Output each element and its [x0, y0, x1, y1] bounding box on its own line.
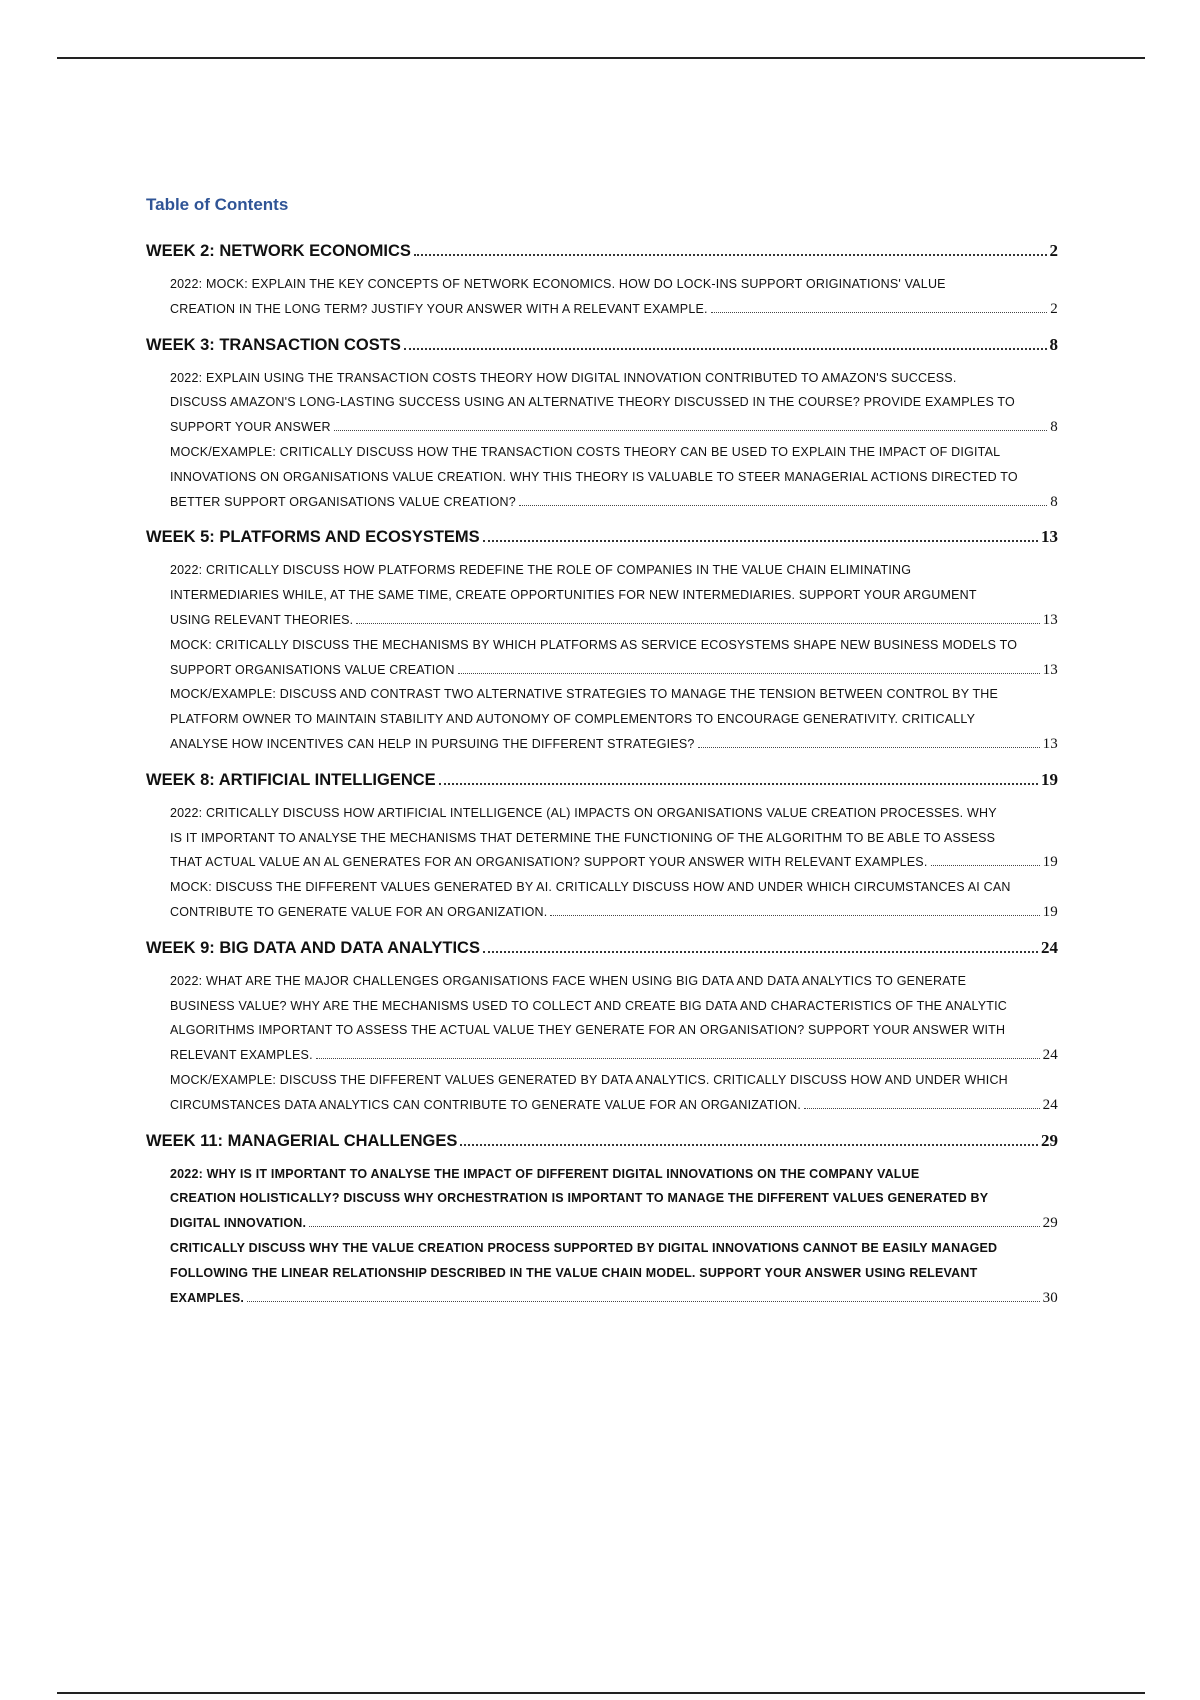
toc-entry[interactable]	[170, 969, 1058, 1068]
dot-leader	[483, 540, 1038, 542]
entry-page-number: 8	[1050, 419, 1058, 436]
dot-leader	[460, 1144, 1038, 1146]
entry-page-number: 13	[1042, 661, 1058, 678]
toc-section	[146, 1128, 1058, 1311]
toc-entry-line: SUPPORT ORGANISATIONS VALUE CREATION	[170, 662, 455, 677]
section-heading-label: WEEK 5: PLATFORMS AND ECOSYSTEMS	[146, 528, 480, 547]
section-heading-label: WEEK 8: ARTIFICIAL INTELLIGENCE	[146, 770, 436, 789]
toc-section-heading[interactable]	[146, 238, 1058, 264]
toc-entry[interactable]	[170, 682, 1058, 756]
entry-page-number: 19	[1042, 903, 1058, 920]
toc-entry-line: 2022: MOCK: EXPLAIN THE KEY CONCEPTS OF NETWORK ECONOMICS. HOW DO LOCK-INS SUPPORT ORIGINATIONS' VALUE	[170, 277, 946, 291]
toc-entry-line: SUPPORT YOUR ANSWER	[170, 420, 331, 435]
toc-entry-line: CREATION HOLISTICALLY? DISCUSS WHY ORCHESTRATION IS IMPORTANT TO MANAGE THE DIFFERENT VALUES GENERATED BY	[170, 1191, 989, 1206]
section-heading-label: WEEK 3: TRANSACTION COSTS	[146, 335, 401, 354]
dot-leader	[483, 951, 1038, 953]
toc-section-heading[interactable]	[146, 935, 1058, 961]
toc-entry-last-line	[170, 297, 1058, 322]
toc-entry-line: EXAMPLES.	[170, 1290, 245, 1305]
entry-page-number: 24	[1042, 1096, 1058, 1113]
dot-leader	[316, 1058, 1040, 1059]
toc-section	[146, 524, 1058, 756]
toc-entry-line: INTERMEDIARIES WHILE, AT THE SAME TIME, CREATE OPPORTUNITIES FOR NEW INTERMEDIARIES. SUPPORT YOUR ARGUMENT	[170, 588, 977, 603]
header-rule	[57, 57, 1145, 59]
toc-entry[interactable]	[170, 272, 1058, 322]
entry-page-number: 24	[1042, 1047, 1058, 1064]
dot-leader	[356, 623, 1039, 624]
section-heading-label: WEEK 2: NETWORK ECONOMICS	[146, 242, 411, 260]
dot-leader	[804, 1108, 1040, 1109]
section-page-number: 8	[1049, 334, 1058, 354]
toc-entry-line: DIGITAL INNOVATION.	[170, 1216, 307, 1231]
entry-page-number: 2	[1050, 300, 1058, 317]
toc-entry-line: BUSINESS VALUE? WHY ARE THE MECHANISMS USED TO COLLECT AND CREATE BIG DATA AND CHARACTERISTICS OF THE ANALYTIC	[170, 998, 1007, 1013]
toc-title: Table of Contents	[146, 195, 289, 214]
dot-leader	[404, 348, 1047, 350]
toc-entry-line: MOCK/EXAMPLE: CRITICALLY DISCUSS HOW THE TRANSACTION COSTS THEORY CAN BE USED TO EXPLAIN THE IMPACT OF DIGITAL	[170, 444, 1001, 459]
toc-entry-last-line	[170, 490, 1058, 515]
section-page-number: 29	[1041, 1130, 1058, 1150]
dot-leader	[334, 430, 1048, 431]
toc-entry-line: USING RELEVANT THEORIES.	[170, 612, 354, 627]
entry-page-number: 30	[1042, 1289, 1058, 1306]
section-page-number: 2	[1049, 241, 1058, 260]
toc-entries	[146, 801, 1058, 925]
entry-page-number: 8	[1050, 493, 1058, 510]
toc-entry-line: MOCK: DISCUSS THE DIFFERENT VALUES GENERATED BY AI. CRITICALLY DISCUSS HOW AND UNDER WHICH CIRCUMSTANCES AI CAN	[170, 880, 1011, 895]
toc-entry[interactable]	[170, 875, 1058, 925]
toc-section-heading[interactable]	[146, 332, 1058, 358]
toc-entries	[146, 558, 1058, 756]
toc-entry-line: 2022: CRITICALLY DISCUSS HOW ARTIFICIAL INTELLIGENCE (AL) IMPACTS ON ORGANISATIONS VALUE CREATION PROCESSES. WHY	[170, 805, 997, 820]
toc-entry[interactable]	[170, 440, 1058, 514]
toc-entry-line: THAT ACTUAL VALUE AN AL GENERATES FOR AN ORGANISATION? SUPPORT YOUR ANSWER WITH RELEVANT EXAMPLES.	[170, 855, 928, 870]
toc-entry-line: CONTRIBUTE TO GENERATE VALUE FOR AN ORGANIZATION.	[170, 904, 548, 919]
toc-entry-last-line	[170, 1286, 1058, 1311]
section-page-number: 24	[1041, 937, 1058, 957]
toc-entry[interactable]	[170, 558, 1058, 632]
toc-entry-line: ANALYSE HOW INCENTIVES CAN HELP IN PURSUING THE DIFFERENT STRATEGIES?	[170, 736, 695, 751]
entry-page-number: 29	[1042, 1215, 1058, 1232]
toc-entry-line: MOCK/EXAMPLE: DISCUSS THE DIFFERENT VALUES GENERATED BY DATA ANALYTICS. CRITICALLY DISCUSS HOW AND UNDER WHICH	[170, 1072, 1008, 1087]
toc-entry[interactable]	[170, 1162, 1058, 1236]
toc-entries	[146, 969, 1058, 1118]
dot-leader	[247, 1301, 1040, 1302]
toc-entry-line: MOCK: CRITICALLY DISCUSS THE MECHANISMS BY WHICH PLATFORMS AS SERVICE ECOSYSTEMS SHAPE NEW BUSINESS MODELS TO	[170, 637, 1018, 652]
section-heading-label: WEEK 9: BIG DATA AND DATA ANALYTICS	[146, 938, 480, 957]
toc-entry-line: PLATFORM OWNER TO MAINTAIN STABILITY AND AUTONOMY OF COMPLEMENTORS TO ENCOURAGE GENERATIVITY. CRITICALLY	[170, 712, 976, 727]
toc-entry-last-line	[170, 732, 1058, 757]
toc-section	[146, 238, 1058, 322]
toc-entry-last-line	[170, 1043, 1058, 1068]
toc-entry-line: 2022: WHAT ARE THE MAJOR CHALLENGES ORGANISATIONS FACE WHEN USING BIG DATA AND DATA ANALYTICS TO GENERATE	[170, 973, 967, 988]
toc-entry-last-line	[170, 658, 1058, 683]
toc-entry-last-line	[170, 1211, 1058, 1236]
toc-entry-line: CIRCUMSTANCES DATA ANALYTICS CAN CONTRIBUTE TO GENERATE VALUE FOR AN ORGANIZATION.	[170, 1097, 802, 1112]
toc-entry[interactable]	[170, 1236, 1058, 1310]
toc-entry-last-line	[170, 1093, 1058, 1118]
dot-leader	[309, 1226, 1039, 1227]
entry-page-number: 19	[1042, 854, 1058, 871]
toc-section-heading[interactable]	[146, 1128, 1058, 1154]
toc-entries	[146, 1162, 1058, 1311]
toc-entry[interactable]	[170, 1068, 1058, 1118]
dot-leader	[698, 747, 1040, 748]
toc-entry[interactable]	[170, 633, 1058, 683]
toc-entry-line: 2022: WHY IS IT IMPORTANT TO ANALYSE THE IMPACT OF DIFFERENT DIGITAL INNOVATIONS ON THE COMPANY VALUE	[170, 1166, 920, 1181]
toc-entry-last-line	[170, 900, 1058, 925]
toc-entry[interactable]	[170, 366, 1058, 440]
toc-entry-line: ALGORITHMS IMPORTANT TO ASSESS THE ACTUAL VALUE THEY GENERATE FOR AN ORGANISATION? SUPPORT YOUR ANSWER WITH	[170, 1023, 1006, 1038]
toc-section	[146, 767, 1058, 925]
toc-entry-line: IS IT IMPORTANT TO ANALYSE THE MECHANISMS THAT DETERMINE THE FUNCTIONING OF THE ALGORITHM TO BE ABLE TO ASSESS	[170, 830, 996, 845]
toc-entry-line: CREATION IN THE LONG TERM? JUSTIFY YOUR ANSWER WITH A RELEVANT EXAMPLE.	[170, 301, 708, 316]
toc-entry-last-line	[170, 850, 1058, 875]
toc-entries	[146, 366, 1058, 515]
toc-sections	[146, 238, 1058, 1310]
toc-section	[146, 332, 1058, 515]
dot-leader	[414, 254, 1047, 256]
section-page-number: 13	[1041, 527, 1058, 547]
toc-entry-line: 2022: CRITICALLY DISCUSS HOW PLATFORMS REDEFINE THE ROLE OF COMPANIES IN THE VALUE CHAIN ELIMINATING	[170, 563, 912, 578]
dot-leader	[439, 783, 1038, 785]
toc-section-heading[interactable]	[146, 524, 1058, 550]
toc-entry-line: BETTER SUPPORT ORGANISATIONS VALUE CREATION?	[170, 494, 516, 509]
toc-entries	[146, 272, 1058, 322]
toc-section-heading[interactable]	[146, 767, 1058, 793]
footer-rule	[57, 1692, 1145, 1694]
toc-entry[interactable]	[170, 801, 1058, 875]
dot-leader	[458, 673, 1040, 674]
dot-leader	[519, 505, 1047, 506]
toc-entry-line: INNOVATIONS ON ORGANISATIONS VALUE CREATION. WHY THIS THEORY IS VALUABLE TO STEER MANAGERIAL ACTIONS DIRECTED TO	[170, 469, 1018, 484]
toc-entry-line: DISCUSS AMAZON'S LONG-LASTING SUCCESS USING AN ALTERNATIVE THEORY DISCUSSED IN THE COURSE? PROVIDE EXAMPLES TO	[170, 395, 1015, 410]
section-page-number: 19	[1041, 769, 1058, 789]
toc-section	[146, 935, 1058, 1118]
entry-page-number: 13	[1042, 611, 1058, 628]
section-heading-label: WEEK 11: MANAGERIAL CHALLENGES	[146, 1131, 458, 1150]
toc-entry-line: 2022: EXPLAIN USING THE TRANSACTION COSTS THEORY HOW DIGITAL INNOVATION CONTRIBUTED TO AMAZON'S SUCCESS.	[170, 370, 957, 385]
dot-leader	[711, 312, 1048, 313]
dot-leader	[931, 865, 1040, 866]
toc-entry-last-line	[170, 608, 1058, 633]
toc-entry-line: CRITICALLY DISCUSS WHY THE VALUE CREATION PROCESS SUPPORTED BY DIGITAL INNOVATIONS CANNOT BE EASILY MANAGED	[170, 1240, 998, 1255]
toc-entry-line: MOCK/EXAMPLE: DISCUSS AND CONTRAST TWO ALTERNATIVE STRATEGIES TO MANAGE THE TENSION BETWEEN CONTROL BY THE	[170, 687, 999, 702]
entry-page-number: 13	[1042, 735, 1058, 752]
table-of-contents	[146, 192, 1058, 1320]
dot-leader	[550, 915, 1039, 916]
toc-entry-last-line	[170, 415, 1058, 440]
toc-entry-line: RELEVANT EXAMPLES.	[170, 1048, 313, 1063]
toc-entry-line: FOLLOWING THE LINEAR RELATIONSHIP DESCRIBED IN THE VALUE CHAIN MODEL. SUPPORT YOUR ANSWER USING RELEVANT	[170, 1265, 978, 1280]
